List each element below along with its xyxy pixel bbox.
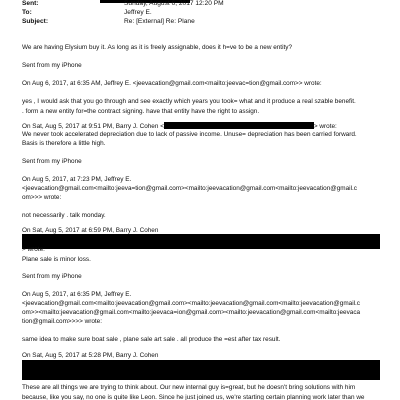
body-line: On Aug 5, 2017, at 6:35 PM, Jeffrey E. <box>22 291 132 298</box>
body-line: On Aug 6, 2017, at 6:35 AM, Jeffrey E. <jeevacation@gmail.com<mailto:jeevac=tion@gmail.com>> wrote: <box>22 80 322 87</box>
body-line: not necessarily . talk monday. <box>22 212 106 219</box>
redaction-bar <box>22 234 380 249</box>
subject-value: Re: [External] Re: Plane <box>124 18 195 25</box>
body-line-part: On Sat, Aug 5, 2017 at 9:51 PM, Barry J. Cohen < <box>22 123 164 130</box>
body-line: On Sat, Aug 5, 2017 at 5:28 PM, Barry J. Cohen <box>22 352 159 359</box>
to-label: To: <box>22 9 32 16</box>
body-line <box>22 122 337 131</box>
body-line: <jeevacation@gmail.com<mailto:jeeva=tion@gmail.com><mailto:jeevacation@gmail.com<mailto:jeevacation@gmail.c <box>22 185 357 192</box>
body-line: On Aug 5, 2017, at 7:23 PM, Jeffrey E. <box>22 176 132 183</box>
body-line: yes , I would ask that you go through and see exactly which years you took= what and it produce a real szable benefit. <box>22 98 356 105</box>
sent-value: Sunday, August 6, 2017 12:20 PM <box>124 0 224 7</box>
sent-label: Sent: <box>22 0 39 7</box>
body-line: . form a new entity for=the contract signing. have that entity have the right to assign. <box>22 108 260 115</box>
body-line: Sent from my iPhone <box>22 158 82 165</box>
body-line-part: > wrote: <box>313 123 337 130</box>
body-line: Sent from my iPhone <box>22 62 82 69</box>
body-line: Basis is therefore a little high. <box>22 140 106 147</box>
body-line: We never took accelerated depreciation due to lack of passive income. Unuse= depreciation has been carried forward. <box>22 131 357 138</box>
body-line: same idea to make sure boat sale , plane sale art sale . all produce the =est after tax result. <box>22 336 281 343</box>
body-line: tion@gmail.com>>>> wrote: <box>22 318 103 325</box>
body-line: because, like you say, no one is quite like Leon. Since he just joined us, we're starting certain planning work later than we <box>22 394 365 400</box>
body-line: Plane sale is minor loss. <box>22 256 91 263</box>
body-line: > wrote: <box>22 246 45 253</box>
body-line: Sent from my iPhone <box>22 273 82 280</box>
body-line: om>>> wrote: <box>22 194 62 201</box>
redaction-bar-inline <box>164 122 314 129</box>
body-line: om>><mailto:jeevacation@gmail.com<mailto:jeevaca=ion@gmail.com><mailto:jeevacation@gmail.com<mailto:jeevaca <box>22 309 361 316</box>
to-value: Jeffrey E. <box>124 9 152 16</box>
body-line: These are all things we are trying to think about. Our new internal guy is=great, but he doesn't bring solutions with him <box>22 384 356 391</box>
body-line: On Sat, Aug 5, 2017 at 6:59 PM, Barry J. Cohen <box>22 227 159 234</box>
body-line: We are having Elysium buy it. As long as it is freely assignable, does it h=ve to be a new entity? <box>22 44 293 51</box>
redaction-bar <box>22 360 380 380</box>
body-line: <jeevacation@gmail.com<mailto:jeevacation@gmail.com><mailto:jeevacation@gmail.com<mailto:jeevacation@gmail.c <box>22 300 361 307</box>
subject-label: Subject: <box>22 18 49 25</box>
